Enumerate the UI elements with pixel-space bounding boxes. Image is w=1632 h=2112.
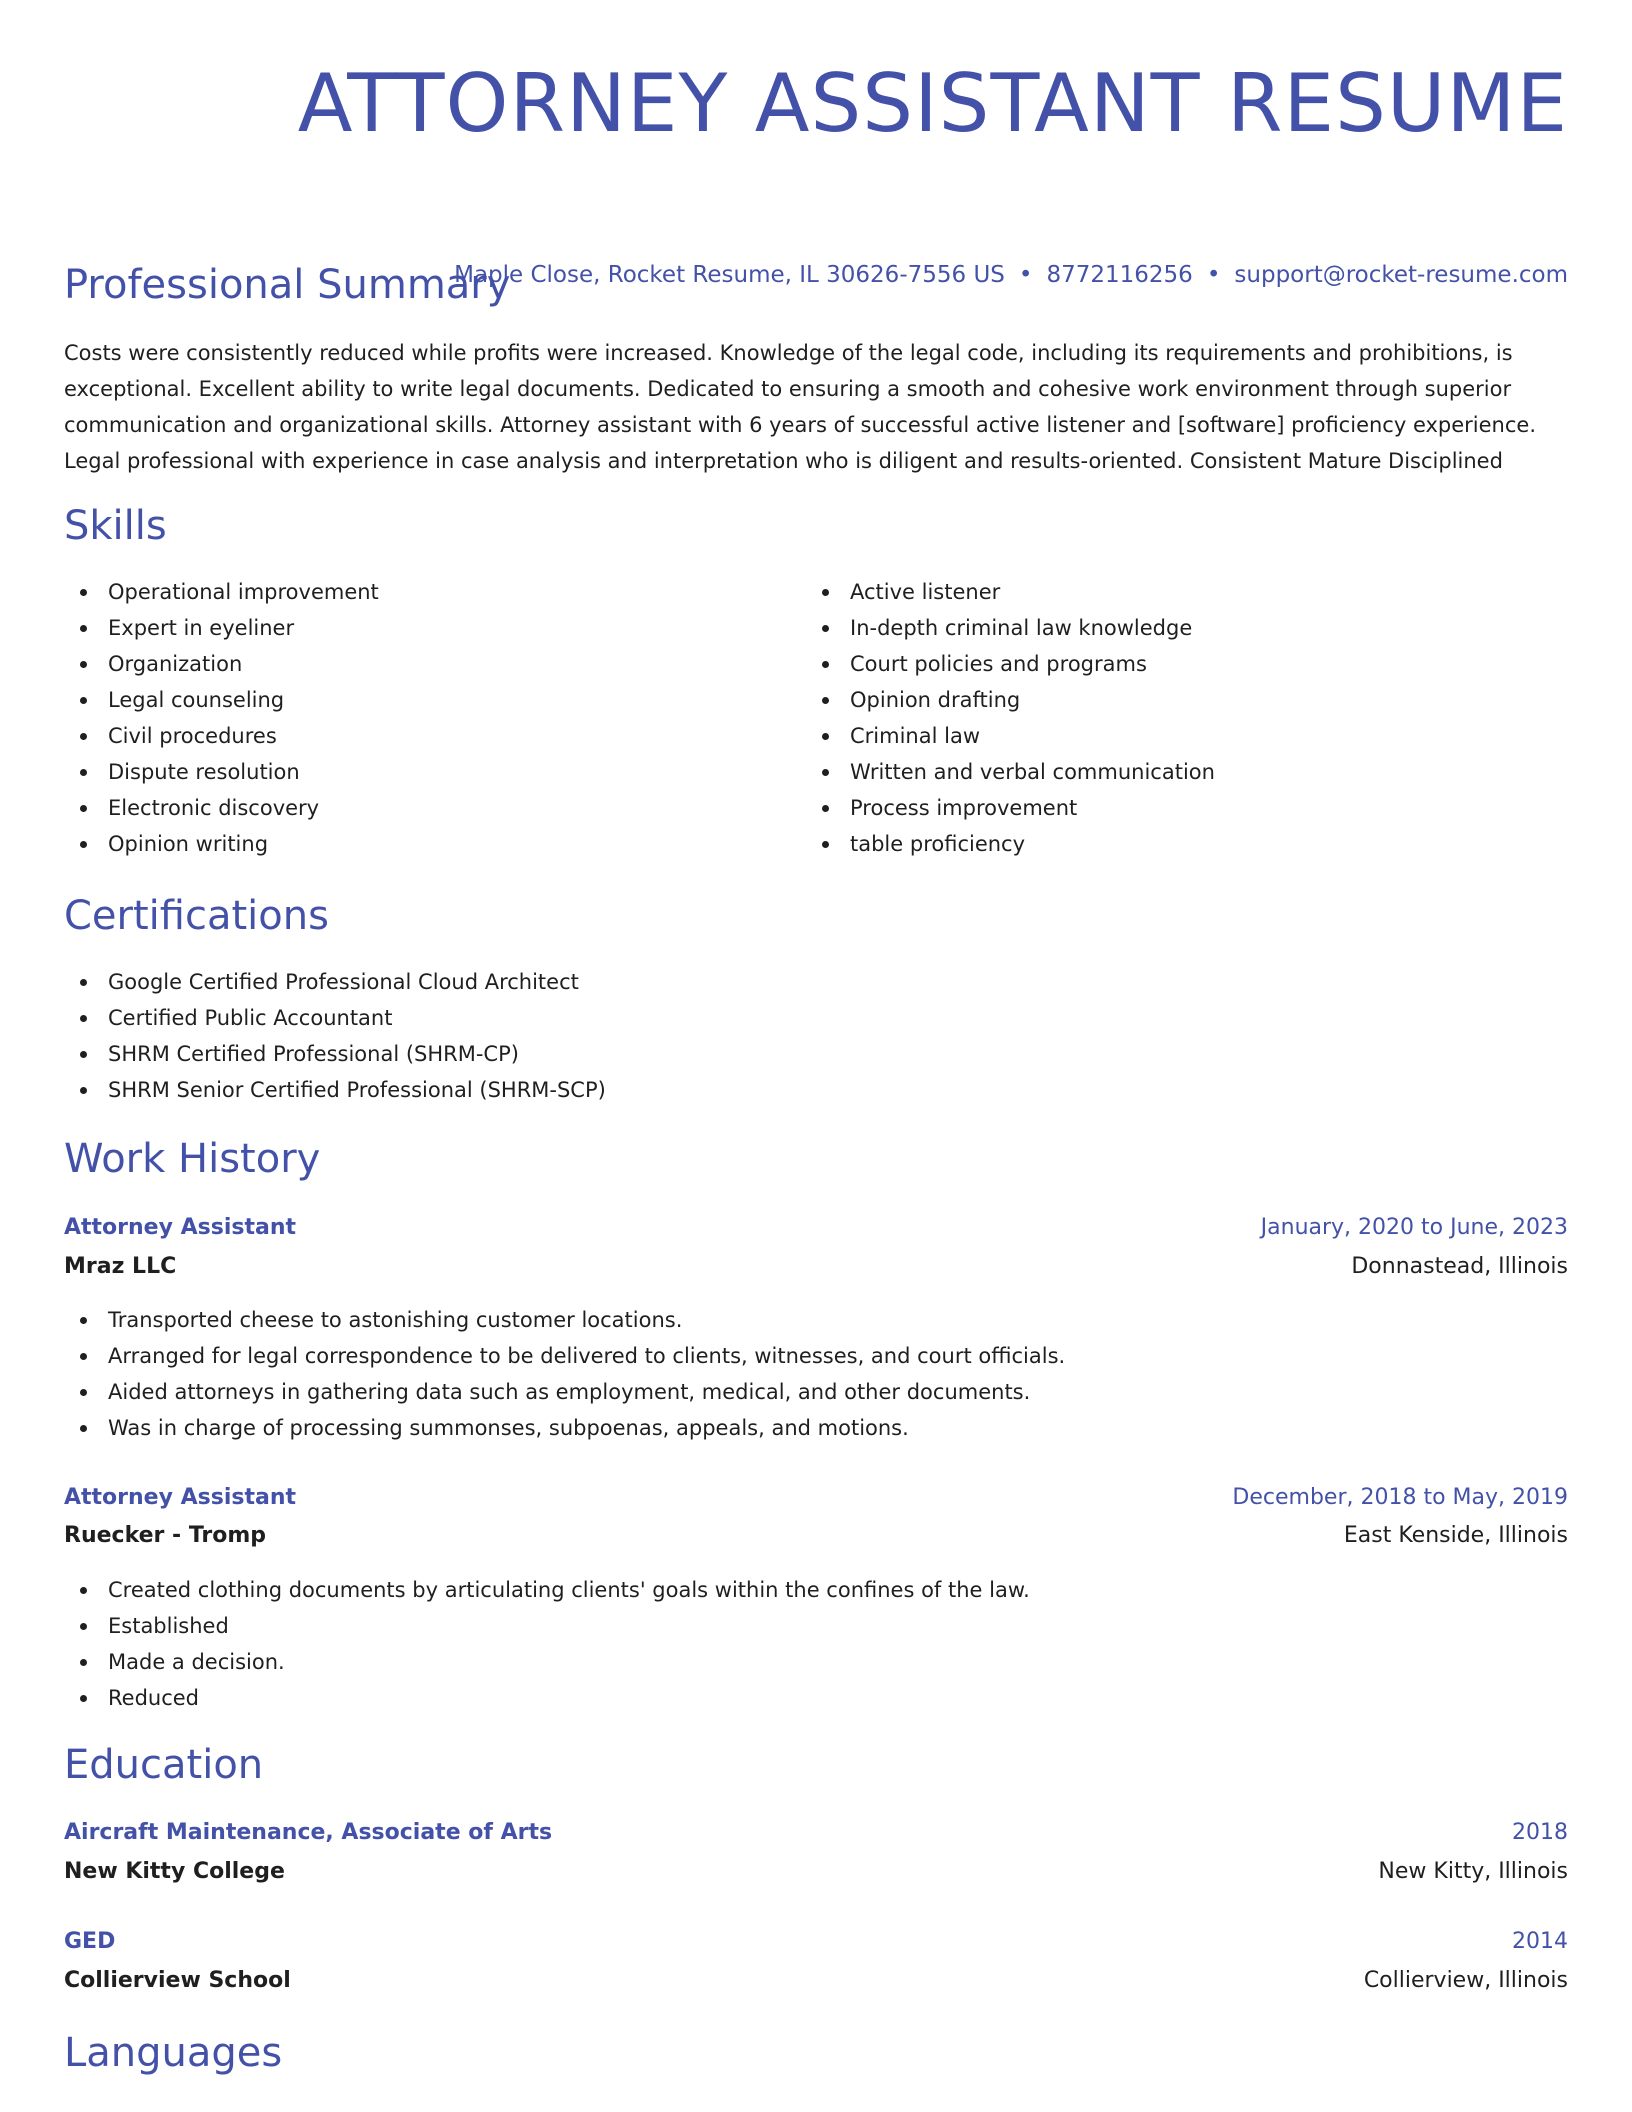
job-duty: Transported cheese to astonishing customer locations. [64,1302,1568,1338]
skill-item: Expert in eyeliner [64,610,764,646]
certification-item: Google Certified Professional Cloud Architect [64,964,1568,1000]
contact-separator: • [1206,262,1221,288]
summary-text: Costs were consistently reduced while profits were increased. Knowledge of the legal code, including its requirements and prohibitions, is exceptional. Excellent ability to write legal documents. Dedicated to ensuring a smooth and cohesive work environment through superior communication and organizational skills. Attorney assistant with 6 years of successful active listener and [software] proficiency experience. Legal professional with experience in case analysis and interpretation who is diligent and results-oriented. Consistent Mature Disciplined [64,341,1537,473]
job-location: East Kenside, Illinois [1343,1523,1568,1548]
skill-item: Criminal law [806,718,1506,754]
skills-list-right [806,574,1506,862]
skill-item: Dispute resolution [64,754,764,790]
skill-item: Operational improvement [64,574,764,610]
job-company: Ruecker - Tromp [64,1523,267,1548]
education-degree: GED [64,1929,116,1954]
education-degree: Aircraft Maintenance, Associate of Arts [64,1820,553,1845]
skills-list-left [64,574,764,862]
education-year: 2014 [1512,1929,1568,1954]
job-dates: January, 2020 to June, 2023 [1260,1215,1568,1240]
education-heading: Education [64,1742,264,1788]
certification-item: SHRM Certified Professional (SHRM-CP) [64,1036,1568,1072]
skill-item: Opinion writing [64,826,764,862]
job-duty: Aided attorneys in gathering data such as employment, medical, and other documents. [64,1374,1568,1410]
skill-item: Opinion drafting [806,682,1506,718]
languages-heading: Languages [64,2030,283,2076]
skills-heading: Skills [64,503,167,549]
skill-item: In-depth criminal law knowledge [806,610,1506,646]
education-header [64,1929,1568,1954]
skill-item: Court policies and programs [806,646,1506,682]
job-company: Mraz LLC [64,1254,177,1279]
job-duties-list [64,1572,1568,1716]
education-location: New Kitty, Illinois [1378,1859,1568,1884]
certifications-list [64,964,1568,1108]
summary-heading: Professional Summary [64,262,511,308]
education-school-row [64,1859,1568,1884]
job-duty: Created clothing documents by articulating clients' goals within the confines of the law. [64,1572,1568,1608]
certifications-heading: Certifications [64,893,329,939]
job-duty: Made a decision. [64,1644,1568,1680]
work-history-heading: Work History [64,1136,321,1182]
job-duty: Was in charge of processing summonses, subpoenas, appeals, and motions. [64,1410,1568,1446]
skill-item: Active listener [806,574,1506,610]
education-header [64,1820,1568,1845]
education-school-row [64,1968,1568,1993]
contact-line [454,262,1568,288]
job-header [64,1485,1568,1510]
job-title: Attorney Assistant [64,1485,296,1510]
skill-item: Legal counseling [64,682,764,718]
resume-title: ATTORNEY ASSISTANT RESUME [297,57,1568,150]
job-duty: Arranged for legal correspondence to be delivered to clients, witnesses, and court officials. [64,1338,1568,1374]
skill-item: Written and verbal communication [806,754,1506,790]
job-employer-row [64,1254,1568,1279]
skill-item: table proficiency [806,826,1506,862]
education-school: Collierview School [64,1968,291,1993]
education-school: New Kitty College [64,1859,285,1884]
contact-separator: • [1018,262,1033,288]
job-title: Attorney Assistant [64,1215,296,1240]
job-dates: December, 2018 to May, 2019 [1232,1485,1568,1510]
skill-item: Electronic discovery [64,790,764,826]
contact-phone: 8772116256 [1046,262,1193,288]
certification-item: SHRM Senior Certified Professional (SHRM-SCP) [64,1072,1568,1108]
skill-item: Process improvement [806,790,1506,826]
education-year: 2018 [1512,1820,1568,1845]
contact-email[interactable]: support@rocket-resume.com [1234,262,1568,288]
job-header [64,1215,1568,1240]
certification-item: Certified Public Accountant [64,1000,1568,1036]
skill-item: Civil procedures [64,718,764,754]
skill-item: Organization [64,646,764,682]
job-duty: Established [64,1608,1568,1644]
job-duty: Reduced [64,1680,1568,1716]
job-employer-row [64,1523,1568,1548]
contact-address: Maple Close, Rocket Resume, IL 30626-7556 US [454,262,1005,288]
job-duties-list [64,1302,1568,1446]
education-location: Collierview, Illinois [1363,1968,1568,1993]
job-location: Donnastead, Illinois [1351,1254,1568,1279]
